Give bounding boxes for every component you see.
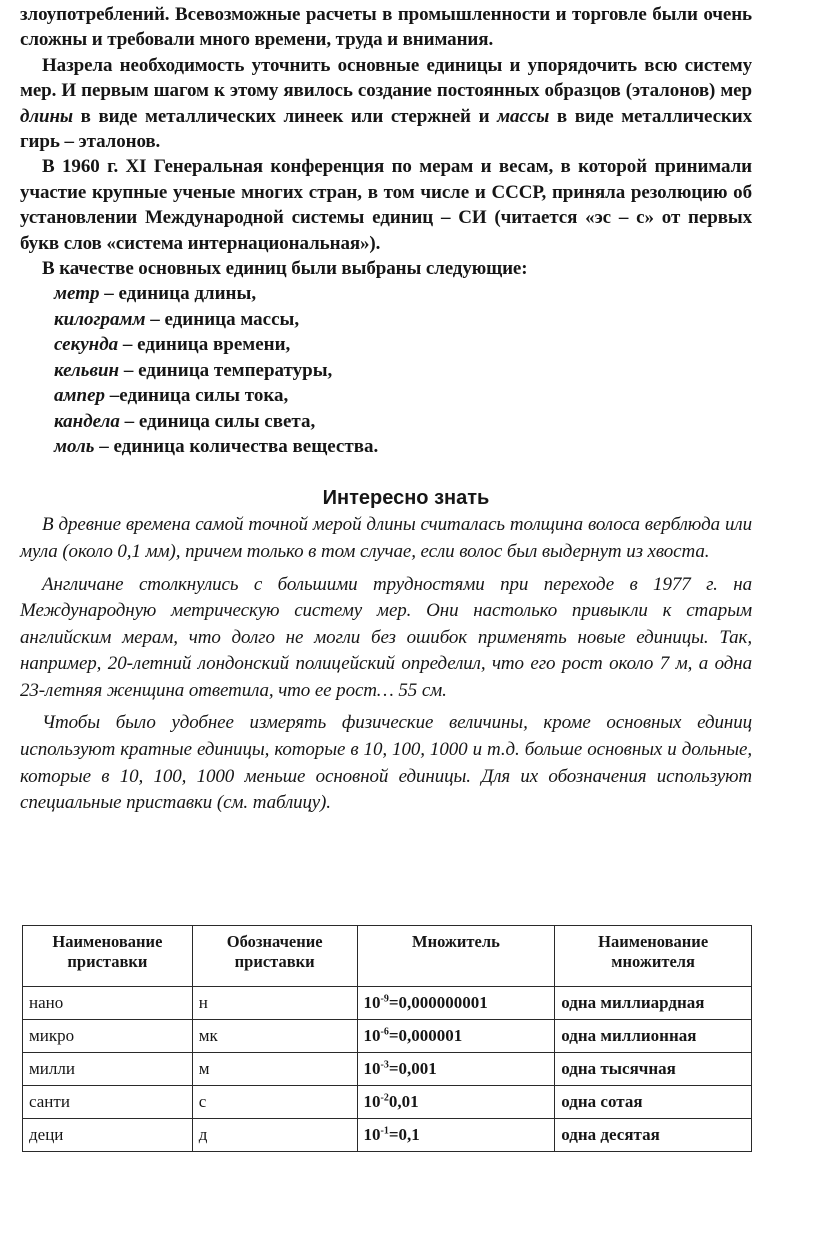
paragraph-base-units-intro: В качестве основных единиц были выбраны следующие:: [42, 258, 528, 280]
prefix-name-cell: милли: [23, 1053, 193, 1086]
prefix-name-cell: микро: [23, 1020, 193, 1053]
base-units-list: [54, 281, 752, 459]
multiplier-name-cell: одна сотая: [555, 1086, 752, 1119]
unit-term: ампер: [54, 385, 106, 407]
multiplier-name-cell: одна миллиардная: [555, 987, 752, 1020]
paragraph-prefixes-intro: Чтобы было удобнее измерять физические величины, кроме основных единиц используют кратные единицы, которые в 10, 100, 1000 и т.д. больше основных и дольные, которые в 10, 100, 1000 меньше основной единицы. Для их обозначения используют специальные приставки (см. таблицу).: [20, 712, 752, 814]
unit-description: – единица времени,: [118, 334, 291, 356]
prefix-name-cell: санти: [23, 1086, 193, 1119]
multiplier-base: 10: [363, 1026, 381, 1045]
column-header: Множитель: [357, 926, 555, 987]
unit-term: килограмм: [54, 308, 146, 330]
fact-paragraph-england: Англичане столкнулись с большими трудностями при переходе в 1977 г. на Международную метрическую систему мер. Они настолько привыкли к старым английским мерам, что долго не могли без ошибок применять новые единицы. Так, например, 20-летний лондонский полицейский определил, что его рост около 7 м, а одна 23-летняя женщина ответила, что ее рост… 55 см.: [20, 573, 752, 701]
prefix-table: [22, 925, 752, 1152]
multiplier-base: 10: [363, 1059, 381, 1078]
unit-description: – единица силы света,: [119, 410, 316, 432]
list-item: [54, 358, 752, 383]
table-row: [23, 987, 752, 1020]
paragraph-standards-part-c: в виде металлических гирь – эталонов.: [20, 105, 753, 153]
multiplier-cell: [357, 1119, 555, 1152]
term-mass: массы: [497, 105, 550, 127]
multiplier-base: 10: [363, 1092, 381, 1111]
table-row: [23, 1020, 752, 1053]
table-row: [23, 1086, 752, 1119]
list-item: [54, 409, 752, 434]
prefix-symbol-cell: мк: [192, 1020, 357, 1053]
unit-description: – единица длины,: [99, 283, 257, 305]
multiplier-exponent: -6: [380, 1026, 389, 1038]
paragraph-standards: [20, 53, 752, 155]
unit-description: –единица силы тока,: [105, 385, 289, 407]
list-item: [54, 383, 752, 408]
multiplier-value: =0,000000001: [388, 993, 488, 1012]
prefix-symbol-cell: с: [192, 1086, 357, 1119]
unit-description: – единица количества вещества.: [94, 435, 379, 457]
table-row: [23, 1053, 752, 1086]
list-item: [54, 307, 752, 332]
multiplier-cell: [357, 987, 555, 1020]
unit-description: – единица температуры,: [119, 359, 333, 381]
list-item: [54, 434, 752, 459]
multiplier-exponent: -2: [380, 1092, 389, 1104]
multiplier-name-cell: одна десятая: [555, 1119, 752, 1152]
multiplier-value: =0,000001: [388, 1026, 463, 1045]
multiplier-value: =0,1: [388, 1125, 420, 1144]
multiplier-base: 10: [363, 1125, 381, 1144]
prefix-symbol-cell: н: [192, 987, 357, 1020]
multiplier-cell: [357, 1086, 555, 1119]
column-header: Обозначение приставки: [192, 926, 357, 987]
multiplier-exponent: -9: [380, 993, 389, 1005]
paragraph-standards-part-b: в виде металлических линеек или стержней и: [72, 105, 498, 127]
unit-term: метр: [54, 283, 100, 305]
section-heading: Интересно знать: [322, 487, 490, 510]
multiplier-name-cell: одна тысячная: [555, 1053, 752, 1086]
unit-description: – единица массы,: [145, 308, 300, 330]
term-length: длины: [20, 105, 73, 127]
multiplier-value: 0,01: [388, 1092, 419, 1111]
unit-term: кельвин: [54, 359, 120, 381]
paragraph-si-history: В 1960 г. XI Генеральная конференция по мерам и весам, в которой принимали участие крупные ученые многих стран, в том числе и СССР, приняла резолюцию об установлении Международной системы единиц – СИ (читается «эс – с» от первых букв слов «система интернациональная»).: [20, 156, 752, 254]
multiplier-value: =0,001: [388, 1059, 437, 1078]
list-item: [54, 281, 752, 306]
table-row: [23, 1119, 752, 1152]
unit-term: кандела: [54, 410, 120, 432]
column-header: Наименование множителя: [555, 926, 752, 987]
prefix-symbol-cell: м: [192, 1053, 357, 1086]
multiplier-exponent: -3: [380, 1059, 389, 1071]
unit-term: моль: [54, 435, 95, 457]
document-page: [20, 2, 752, 817]
multiplier-cell: [357, 1053, 555, 1086]
paragraph-standards-part-a: Назрела необходимость уточнить основные единицы и упорядочить всю систему мер. И первым шагом к этому явилось создание постоянных образцов (эталонов) мер: [20, 54, 752, 102]
prefix-symbol-cell: д: [192, 1119, 357, 1152]
prefix-name-cell: нано: [23, 987, 193, 1020]
column-header: Наименование приставки: [23, 926, 193, 987]
multiplier-exponent: -1: [380, 1125, 389, 1137]
multiplier-cell: [357, 1020, 555, 1053]
paragraph-intro: злоупотреблений. Всевозможные расчеты в промышленности и торговле были очень сложны и требовали много времени, труда и внимания.: [20, 4, 752, 51]
prefix-name-cell: деци: [23, 1119, 193, 1152]
table-header-row: [23, 926, 752, 987]
fact-paragraph-camel-hair: В древние времена самой точной мерой длины считалась толщина волоса верблюда или мула (около 0,1 мм), причем только в том случае, если волос был выдернут из хвоста.: [20, 514, 752, 562]
list-item: [54, 332, 752, 357]
unit-term: секунда: [54, 334, 119, 356]
multiplier-base: 10: [363, 993, 381, 1012]
multiplier-name-cell: одна миллионная: [555, 1020, 752, 1053]
